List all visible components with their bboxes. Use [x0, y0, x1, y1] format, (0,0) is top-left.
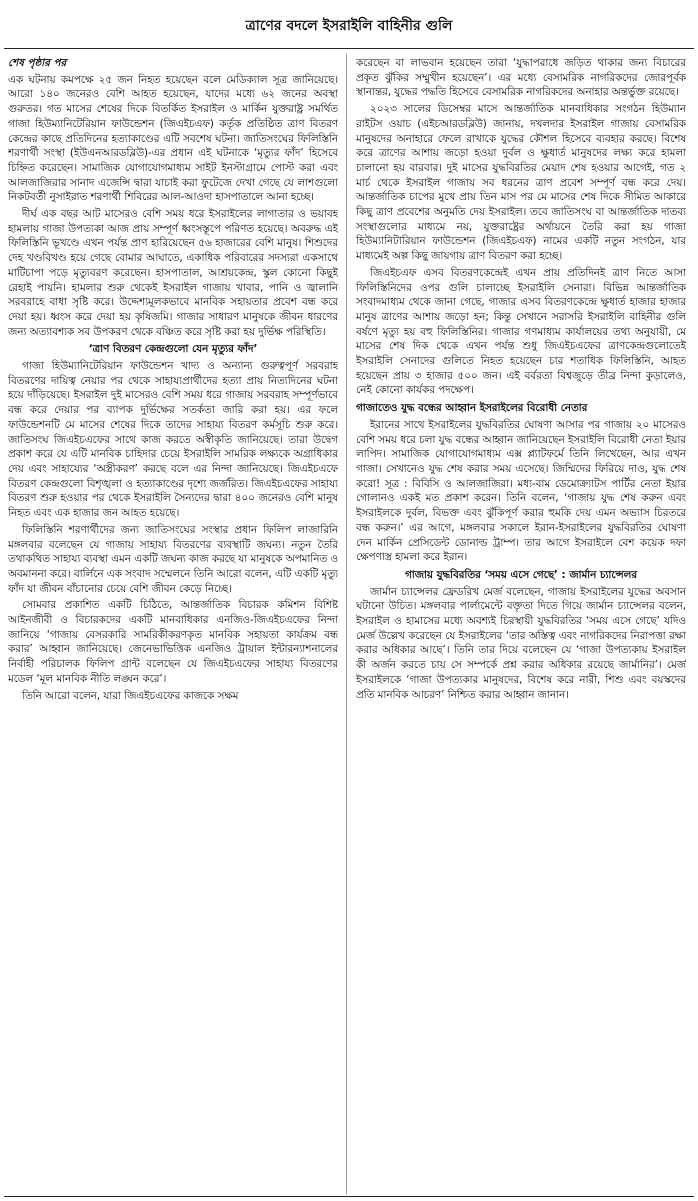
subheading: ‘ত্রাণ বিতরণ কেন্দ্রগুলো যেন মৃত্যুর ফাঁদ’: [88, 343, 258, 356]
paragraph: ফিলিস্তিনি শরণার্থীদের জন্য জাতিসংঘের সংস্থার প্রধান ফিলিপ লাজারিনি মঙ্গলবার বলেছেন যে গাজায় সাহায্য বিতরণের ব্যবস্থাটি জঘন্য। নতুন তৈরি তথাকথিত সাহায্য ব্যবস্থা এমন একটি জঘন্য কাজ করছে যা মানুষকে অপমানিত ও অবমাননা করে। বার্লিনে এক সংবাদ সম্মেলনে তিনি আরো বলেন, এটি একটি মৃত্যু ফাঁদ যা জীবন বাঁচানোর চেয়ে বেশি জীবন কেড়ে নিচ্ছে।: [8, 523, 338, 595]
paragraph: এক ঘটনায় কমপক্ষে ২৫ জন নিহত হয়েছেন বলে মেডিক্যাল সূত্র জানিয়েছে। আরো ১৪০ জনেরও বেশি আহত হয়েছেন, যাদের মধ্যে ৬২ জনের অবস্থা গুরুতর। গত মাসের শেষের দিকে বিতর্কিত ইসরাইল ও মার্কিন যুক্তরাষ্ট্র সমর্থিত গাজা হিউম্যানিটেরিয়ান ফাউন্ডেশন (জিএইচএফ) কর্তৃক প্রতিষ্ঠিত ত্রাণ বিতরণ কেন্দ্রের কাছে প্রতিদিনের হত্যাকাণ্ডের এটি সবশেষ ঘটনা। জাতিসংঘের ফিলিস্তিনি শরণার্থী সংস্থা (ইউএনআরডব্লিউ)-এর প্রধান এই ঘটনাকে ‘মৃত্যুর ফাঁদ’ হিসেবে চিহ্নিত করেছেন। সামাজিক যোগাযোগমাধ্যম সাইট ইনস্টাগ্রামে পোস্ট করা এবং আলজাজিরার সানাদ এজেন্সি দ্বারা যাচাই করা ফুটেজে দেখা গেছে যে লাশগুলো নিকটবর্তী নুসাইরাত শরণার্থী শিবিরের আল-আওদা হাসপাতালে আনা হচ্ছে।: [8, 73, 338, 204]
paragraph: ২০২৩ সালের ডিসেম্বর মাসে আন্তর্জাতিক মানবাধিকার সংগঠন হিউম্যান রাইটস ওয়াচ (এইচআরডব্লিউ) জানায়, দখলদার ইসরাইল গাজায় বেসামরিক মানুষদের অনাহারে ফেলে রাখাকে যুদ্ধের কৌশল হিসেবে ব্যবহার করছে। বিশেষ করে ত্রাণের আশায় জড়ো হওয়া দুর্বল ও ক্ষুধার্ত মানুষদের লক্ষ্য করে হামলা চালানো হয় বারবার। দুই মাসের যুদ্ধবিরতির মেয়াদ শেষ হওয়ার আগেই, গত ২ মার্চ থেকে ইসরাইল গাজায় সব ধরনের ত্রাণ প্রবেশ সম্পূর্ণ বন্ধ করে দেয়। আন্তর্জাতিক চাপের মুখে প্রায় তিন মাস পর মে মাসের শেষ দিকে সীমিত আকারে কিছু ত্রাণ প্রবেশের অনুমতি দেয় ইসরাইল। তবে জাতিসংঘ বা আন্তর্জাতিক দাতব্য সংস্থাগুলোর মাধ্যমে নয়, যুক্তরাষ্ট্রের অর্থায়নে তৈরি করা হয় গাজা হিউম্যানিটারিয়ান ফাউন্ডেশন (জিএইচএফ) নামের একটি নতুন সংগঠন, যার মাধ্যমেই অল্প কিছু জায়গায় ত্রাণ বিতরণ করা হচ্ছে।: [356, 103, 686, 263]
continuation-kicker: শেষ পৃষ্ঠার পর: [8, 57, 67, 69]
subheading: গাজায় যুদ্ধবিরতির ‘সময় এসে গেছে’ : জার্মান চ্যান্সেলর: [404, 568, 637, 581]
bottom-rule: [4, 1196, 694, 1197]
paragraph: গাজা হিউম্যানিটেরিয়ান ফাউন্ডেশন খাদ্য ও অন্যান্য গুরুত্বপূর্ণ সরবরাহ বিতরণের দায়িত্ব নেয়ার পর থেকে সাহায্যপ্রার্থীদের হত্যা প্রায় নিত্যদিনের ঘটনা হয়ে দাঁড়িয়েছে। ইসরাইল দুই মাসেরও বেশি সময় ধরে গাজায় সরবরাহ সম্পূর্ণভাবে বন্ধ করে দেয়ার পর ব্যাপক দুর্ভিক্ষের সতর্কতা জারি করা হয়। এর ফলে ফাউন্ডেশনটি মে মাসের শেষের দিকে তাদের সাহায্য বিতরণ কর্মসূচি শুরু করে। জাতিসংঘ জিএইচএফের সাথে কাজ করতে অস্বীকৃতি জানিয়েছে। তারা উদ্বেগ প্রকাশ করে যে এটি মানবিক চাহিদার চেয়ে ইসরাইলি সামরিক লক্ষ্যকে অগ্রাধিকার দেয় এবং সাহায্যের ‘অস্ত্রীকরণ’ করছে বলে এর নিন্দা জানিয়েছে। জিএইচএফে বিতরণ কেন্দ্রগুলো বিশৃঙ্খলা ও হত্যাকাণ্ডের দৃশ্যে জর্জরিত। জিএইচএফের সাহায্য বিতরণ শুরু হওয়ার পর থেকে ইসরাইলি সৈন্যদের দ্বারা ৪০০ জনেরও বেশি মানুষ নিহত এবং এক হাজার জন আহত হয়েছে।: [8, 360, 338, 520]
paragraph: করেছেন বা লাভবান হয়েছেন তারা ‘যুদ্ধাপরাধে জড়িত থাকার জন্য বিচারের প্রকৃত ঝুঁকির সম্মুখীন হয়েছেন’। এর মধ্যে বেসামরিক নাগরিকদের জোরপূর্বক স্থানান্তর, যুদ্ধের পদ্ধতি হিসেবে বেসামরিক নাগরিকদের অনাহার অন্তর্ভুক্ত রয়েছে।: [356, 57, 686, 99]
paragraph: দীর্ঘ এক বছর আট মাসেরও বেশি সময় ধরে ইসরাইলের লাগাতার ও ভয়াবহ হামলায় গাজা উপত্যকা আজ প্রায় সম্পূর্ণ ধ্বংসস্তূপে পরিণত হয়েছে। অবরুদ্ধ এই ফিলিস্তিনি ভূখণ্ডে এখন পর্যন্ত প্রাণ হারিয়েছেন ৫৬ হাজারের বেশি মানুষ। শিশুদের দেহ খণ্ডবিখণ্ড হয়ে গেছে বোমার আঘাতে, একাধিক পরিবারের সদস্যরা একসাথে মাটিচাপা পড়ে মৃত্যুবরণ করেছেন। হাসপাতাল, আশ্রয়কেন্দ্র, স্কুল কোনো কিছুই রেহাই পায়নি। হামলার শুরু থেকেই ইসরাইল গাজায় খাবার, পানি ও জ্বালানি সরবরাহে বাধা সৃষ্টি করে। উদ্দেশ্যমূলকভাবে মানবিক সহায়তার প্রবেশ বন্ধ করে দেয়া হয়। ধ্বংস করে দেয়া হয় কৃষিজমি। গাজার সাধারণ মানুষকে জীবন ধারণের জন্য অত্যাবশ্যক সব উপকরণ থেকে বঞ্চিত করে সৃষ্টি করা হয় দুর্ভিক্ষ পরিস্থিতি।: [8, 208, 338, 338]
left-column: [8, 56, 338, 1194]
paragraph: তিনি আরো বলেন, যারা জিএইচএফের কাজকে সক্ষম: [22, 689, 239, 702]
paragraph: জার্মান চ্যান্সেলর ফ্রেডরিখ মের্জ বলেছেন, গাজায় ইসরাইলের যুদ্ধের অবসান ঘটানো উচিত। মঙ্গলবার পার্লামেন্টে বক্তৃতা দিতে গিয়ে জার্মান চ্যান্সেলর বলেন, ইসরাইল ও হামাসের মধ্যে অবশ্যই চিরস্থায়ী যুদ্ধবিরতির ‘সময় এসে গেছে’ যদিও মের্জ উল্লেখ করেছেন যে ইসরাইলের ‘তার অস্তিত্ব এবং নাগরিকদের নিরাপত্তা রক্ষা করার অধিকার আছে’। তিনি তার দিয়ে বলেছেন যে ‘গাজা উপত্যকায় ইসরাইল কী অর্জন করতে চায় সে সম্পর্কে প্রশ্ন করার অধিকার রয়েছে জার্মানির’। মের্জ ইসরাইলকে ‘গাজা উপত্যকার মানুষদের, বিশেষ করে নারী, শিশু এবং বয়স্কদের প্রতি মানবিক আচরণ’ নিশ্চিত করার আহ্বান জানান।: [356, 585, 686, 701]
headline: ত্রাণের বদলে ইসরাইলি বাহিনীর গুলি: [245, 18, 453, 34]
column-divider: [346, 54, 347, 1194]
right-column: [356, 56, 686, 1194]
headline-rule: [4, 48, 694, 49]
paragraph: ইরানের সাথে ইসরাইলের যুদ্ধবিরতির ঘোষণা আসার পর গাজায় ২০ মাসেরও বেশি সময় ধরে চলা যুদ্ধ বন্ধের আহ্বান জানিয়েছেন ইসরাইলি বিরোধী নেতা ইয়ার লাপিদ। সামাজিক যোগাযোগমাধ্যম এক্স প্ল্যাটফর্মে তিনি লিখেছেন, আর এখন গাজা। সেখানেও যুদ্ধ শেষ করার সময় এসেছে। জিম্মিদের ফিরিয়ে দাও, যুদ্ধ শেষ করো! সূত্র : বিবিসি ও আলজাজিরা। মধ্য-বাম ডেমোক্র্যাটস পার্টির নেতা ইয়ার গোলানও একই মত প্রকাশ করেন। তিনি বলেন, ‘গাজায় যুদ্ধ শেষ করুন এবং ইসরাইলকে দুর্বল, বিভক্ত এবং ঝুঁকিপূর্ণ করার হুমকি দেয় এমন অভ্যাস চিরতরে বন্ধ করুন।’ এর আগে, মঙ্গলবার সকালে ইরান-ইসরাইলের যুদ্ধবিরতির ঘোষণা দেন মার্কিন প্রেসিডেন্ট ডোনাল্ড ট্রাম্প। তার আগে ইসরাইলে বেশ কয়েক দফা ক্ষেপণাস্ত্র হামলা করে ইরান।: [356, 418, 686, 564]
subheading: গাজাতেও যুদ্ধ বন্ধের আহ্বান ইসরাইলের বিরোধী নেতার: [356, 402, 588, 415]
paragraph: জিএইচএফ এসব বিতরণকেন্দ্রেই এখন প্রায় প্রতিদিনই ত্রাণ নিতে আসা ফিলিস্তিনিদের ওপর গুলি চালাচ্ছে ইসরাইলি সেনারা। বিভিন্ন আন্তর্জাতিক সংবাদমাধ্যম থেকে জানা গেছে, গাজার এসব বিতরণকেন্দ্রে ক্ষুধার্ত হাজার হাজার মানুষ ত্রাণের আশায় জড়ো হন; কিন্তু সেখানে সরাসরি ইসরাইলি বাহিনীর গুলি বর্ষণে মৃত্যু হয় বহু ফিলিস্তিনির। গাজার গণমাধ্যম কার্যালয়ের তথ্য অনুযায়ী, মে মাসের শেষ দিক থেকে এখন পর্যন্ত শুধু জিএইচএফের ত্রাণকেন্দ্রগুলোতেই ইসরাইলি সেনাদের গুলিতে নিহত হয়েছেন চার শতাধিক ফিলিস্তিনি, আহত হয়েছেন প্রায় ৩ হাজার ৫০০ জন। এই বর্বরতা বিশ্বজুড়ে তীব্র নিন্দা কুড়ালেও, নেই কোনো কার্যকর পদক্ষেপ।: [356, 266, 686, 397]
paragraph: সোমবার প্রকাশিত একটি চিঠিতে, আন্তর্জাতিক বিচারক কমিশন বিশিষ্ট আইনজীবী ও বিচারকদের একটি মানবাধিকার এনজিও-জিএইচএফের নিন্দা জানিয়ে ‘গাজায় বেসরকারি সামরিকীকরণকৃত মানবিক সহায়তা কার্যক্রম বন্ধ করার’ আহ্বান জানিয়েছে। জেনেভাভিত্তিক এনজিও ট্রায়াল ইন্টারন্যাশনালের নির্বাহী পরিচালক ফিলিপ গ্রান্ট বলেছেন যে জিএইচএফের সাহায্য বিতরণের মডেল ‘মূল মানবিক নীতি লঙ্ঘন করে’।: [8, 599, 338, 685]
